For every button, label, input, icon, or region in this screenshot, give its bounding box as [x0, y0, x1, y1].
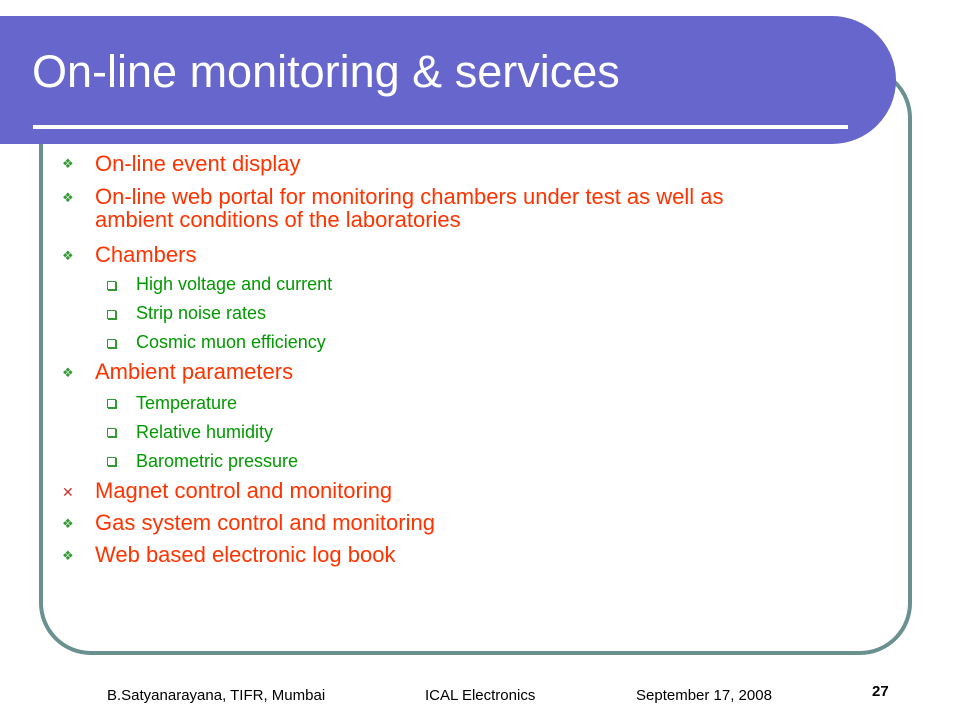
bullet-item: On-line event display [95, 151, 301, 176]
sub-bullet-item: Temperature [136, 393, 238, 413]
diamond-bullet-icon: ❖ [62, 190, 74, 205]
cross-bullet-icon: ✕ [62, 484, 74, 500]
slide-title: On-line monitoring & services [32, 46, 620, 97]
footer-date: September 17, 2008 [636, 687, 772, 704]
bullet-item-continuation: ambient conditions of the laboratories [95, 207, 461, 232]
diamond-bullet-icon: ❖ [62, 516, 74, 531]
bullet-item: Gas system control and monitoring [95, 510, 435, 535]
sub-bullet-item: Barometric pressure [136, 451, 299, 471]
bullet-item: Ambient parameters [95, 359, 294, 384]
page-number: 27 [872, 683, 889, 700]
sub-bullet-item: High voltage and current [136, 274, 333, 294]
square-bullet-icon [107, 457, 116, 466]
bullet-item: Magnet control and monitoring [95, 478, 393, 503]
footer-event: ICAL Electronics [425, 687, 536, 704]
diamond-bullet-icon: ❖ [62, 248, 74, 263]
diamond-bullet-icon: ❖ [62, 156, 74, 171]
bullet-item: Web based electronic log book [95, 542, 396, 567]
square-bullet-icon [107, 310, 116, 319]
square-bullet-icon [107, 399, 116, 408]
sub-bullet-item: Relative humidity [136, 422, 274, 442]
square-bullet-icon [107, 428, 116, 437]
bullet-item: On-line web portal for monitoring chambers under test as well as [95, 184, 724, 209]
diamond-bullet-icon: ❖ [62, 548, 74, 563]
footer-author: B.Satyanarayana, TIFR, Mumbai [107, 687, 326, 704]
bullet-item: Chambers [95, 242, 197, 267]
sub-bullet-item: Strip noise rates [136, 303, 267, 323]
title-underline [33, 125, 848, 129]
sub-bullet-item: Cosmic muon efficiency [136, 332, 326, 352]
square-bullet-icon [107, 281, 116, 290]
diamond-bullet-icon: ❖ [62, 365, 74, 380]
square-bullet-icon [107, 339, 116, 348]
